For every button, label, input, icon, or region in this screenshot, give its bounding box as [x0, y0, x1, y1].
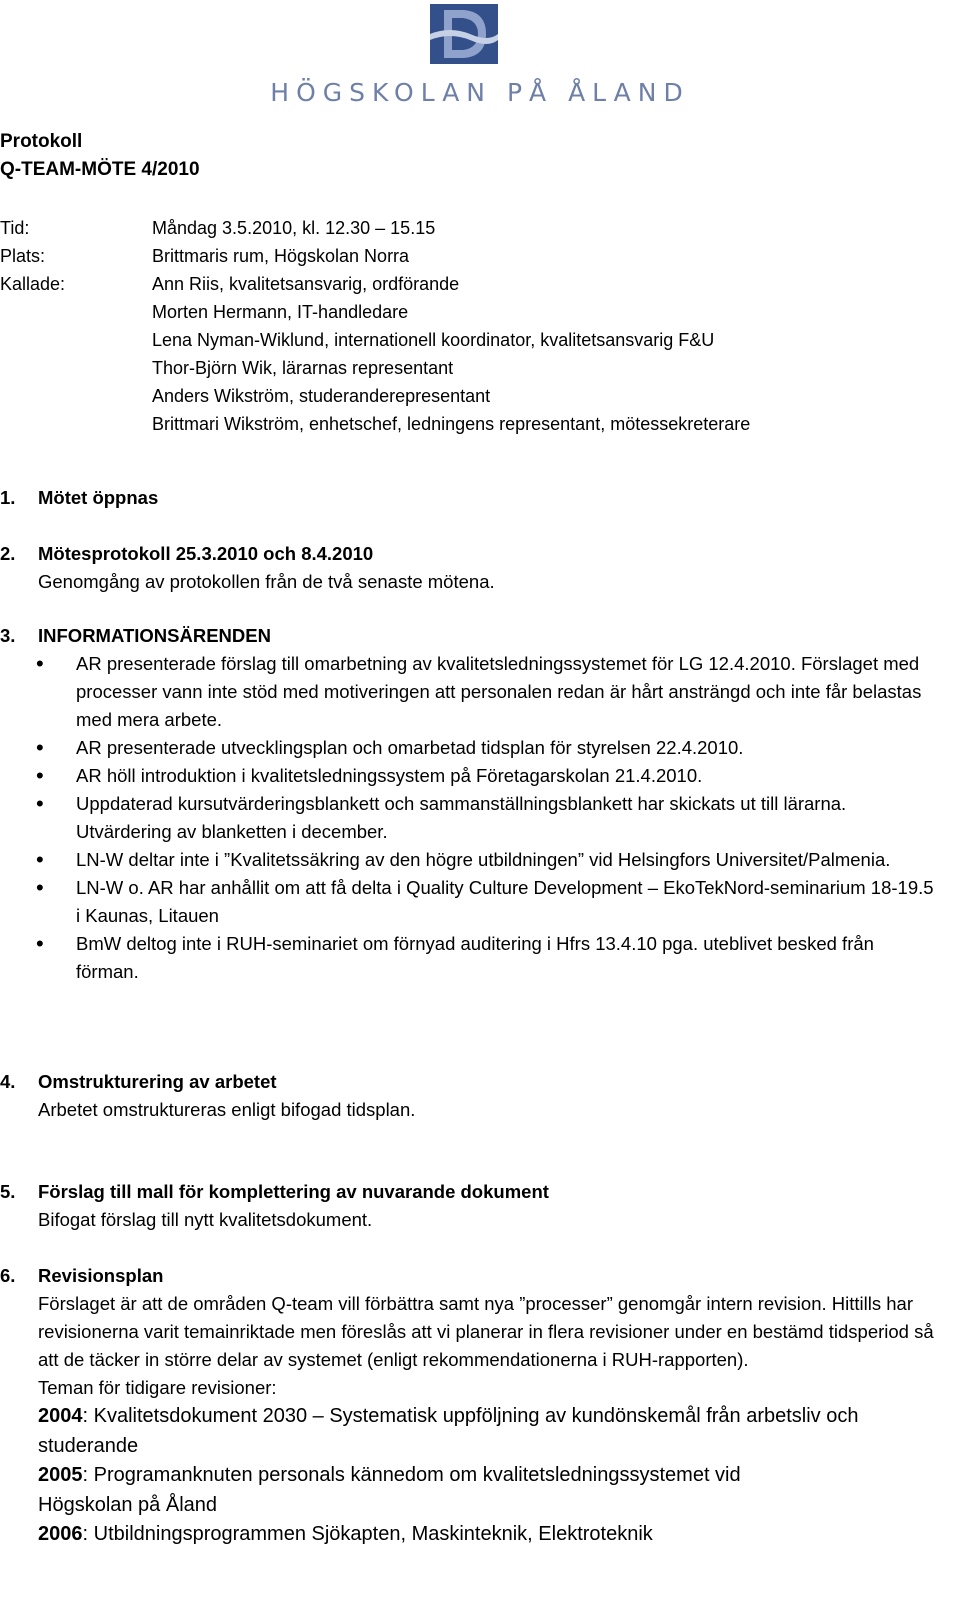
- section-text: Genomgång av protokollen från de två senaste mötena.: [38, 571, 495, 592]
- section-number: 1.: [0, 487, 16, 508]
- bullet-item: • AR presenterade utvecklingsplan och omarbetad tidsplan för styrelsen 22.4.2010.: [0, 734, 960, 762]
- meta-row-invited: [0, 270, 750, 438]
- info-bullet-list: [0, 650, 960, 986]
- bullet-item: • AR höll introduktion i kvalitetsledningssystem på Företagarskolan 21.4.2010.: [0, 762, 960, 790]
- attendee: Morten Hermann, IT-handledare: [152, 302, 409, 322]
- bullet-item: • LN-W deltar inte i ”Kvalitetssäkring av den högre utbildningen” vid Helsingfors Universitet/Palmenia.: [0, 846, 960, 874]
- section-heading: [0, 484, 960, 512]
- section-heading: [0, 1262, 960, 1290]
- section-1: [0, 484, 960, 512]
- meta-key: Plats:: [0, 246, 46, 266]
- bullet-item: • LN-W o. AR har anhållit om att få delta i Quality Culture Development – EkoTekNord-seminarium 18-19.5 i Kaunas, Litauen: [0, 874, 960, 930]
- section-number: 2.: [0, 543, 16, 564]
- section-3: [0, 622, 960, 986]
- revision-text: Kvalitetsdokument 2030 – Systematisk uppföljning av kundönskemål från arbetsliv och studerande: [38, 1405, 859, 1457]
- section-2: [0, 540, 960, 596]
- meta-key: Kallade:: [0, 274, 66, 294]
- section-number: 4.: [0, 1071, 16, 1092]
- section-text: Bifogat förslag till nytt kvalitetsdokument.: [38, 1209, 373, 1230]
- meeting-title: Q-TEAM-MÖTE 4/2010: [0, 159, 200, 180]
- section-title: INFORMATIONSÄRENDEN: [38, 625, 271, 646]
- section-6: [0, 1262, 960, 1550]
- section-text: Arbetet omstruktureras enligt bifogad tidsplan.: [38, 1099, 416, 1120]
- revision-entry: 2005: Programanknuten personals kännedom om kvalitetsledningssystemet vid Högskolan på Åland: [38, 1464, 741, 1516]
- attendee: Anders Wikström, studeranderepresentant: [152, 386, 491, 406]
- document-header: [0, 128, 200, 184]
- meta-row-time: [0, 214, 750, 242]
- section-number: 3.: [0, 625, 16, 646]
- bullet-item: • Uppdaterad kursutvärderingsblankett och sammanställningsblankett har skickats ut till lärarna. Utvärdering av blanketten i december.: [0, 790, 960, 846]
- attendee: Brittmari Wikström, enhetschef, ledningens representant, mötessekreterare: [152, 414, 751, 434]
- logo-emblem-icon: [430, 4, 500, 66]
- section-heading: [0, 622, 960, 650]
- section-title: Mötesprotokoll 25.3.2010 och 8.4.2010: [38, 543, 374, 564]
- section-title: Omstrukturering av arbetet: [38, 1071, 277, 1092]
- section-title: Revisionsplan: [38, 1265, 164, 1286]
- attendee: Thor-Björn Wik, lärarnas representant: [152, 358, 454, 378]
- bullet-item: • BmW deltog inte i RUH-seminariet om förnyad auditering i Hfrs 13.4.10 pga. uteblivet besked från förman.: [0, 930, 960, 986]
- section-text: Förslaget är att de områden Q-team vill förbättra samt nya ”processer” genomgår intern revision. Hittills har revisionerna varit temainriktade men föreslås att vi planerar in flera revisioner under en bestämd tidsperiod så att de täcker in större delar av systemet (enligt rekommendationerna i RUH-rapporten).: [38, 1293, 934, 1370]
- attendee: Ann Riis, kvalitetsansvarig, ordförande: [152, 274, 460, 294]
- logo-wordmark: HÖGSKOLAN PÅ ÅLAND: [270, 78, 690, 107]
- section-heading: [0, 1068, 960, 1096]
- themes-label: Teman för tidigare revisioner:: [38, 1377, 277, 1398]
- revision-year: 2006: [38, 1523, 83, 1545]
- attendee-list: [152, 270, 750, 438]
- meta-row-place: [0, 242, 750, 270]
- revision-text: Utbildningsprogrammen Sjökapten, Maskinteknik, Elektroteknik: [93, 1523, 653, 1545]
- meta-key: Tid:: [0, 218, 30, 238]
- revision-text: Programanknuten personals kännedom om kvalitetsledningssystemet vid Högskolan på Åland: [38, 1464, 741, 1516]
- revision-year: 2005: [38, 1464, 83, 1486]
- section-number: 5.: [0, 1181, 16, 1202]
- section-title: Förslag till mall för komplettering av nuvarande dokument: [38, 1181, 549, 1202]
- meeting-details: [0, 214, 750, 438]
- section-heading: [0, 540, 960, 568]
- meta-value: Brittmaris rum, Högskolan Norra: [152, 246, 410, 266]
- section-title: Mötet öppnas: [38, 487, 159, 508]
- document-type: Protokoll: [0, 131, 83, 152]
- revision-year: 2004: [38, 1405, 83, 1427]
- section-4: [0, 1068, 960, 1124]
- revision-entry: 2006: Utbildningsprogrammen Sjökapten, Maskinteknik, Elektroteknik: [38, 1523, 653, 1545]
- meta-value: Måndag 3.5.2010, kl. 12.30 – 15.15: [152, 218, 436, 238]
- section-number: 6.: [0, 1265, 16, 1286]
- institution-logo: [230, 4, 730, 107]
- section-5: [0, 1178, 960, 1234]
- revision-entry: 2004: Kvalitetsdokument 2030 – Systematisk uppföljning av kundönskemål från arbetsliv och studerande: [38, 1405, 859, 1457]
- bullet-item: • AR presenterade förslag till omarbetning av kvalitetsledningssystemet för LG 12.4.2010. Förslaget med processer vann inte stöd med motiveringen att personalen redan är hårt ansträngd och inte får belastas med mera arbete.: [0, 650, 960, 734]
- attendee: Lena Nyman-Wiklund, internationell koordinator, kvalitetsansvarig F&U: [152, 330, 715, 350]
- section-heading: [0, 1178, 960, 1206]
